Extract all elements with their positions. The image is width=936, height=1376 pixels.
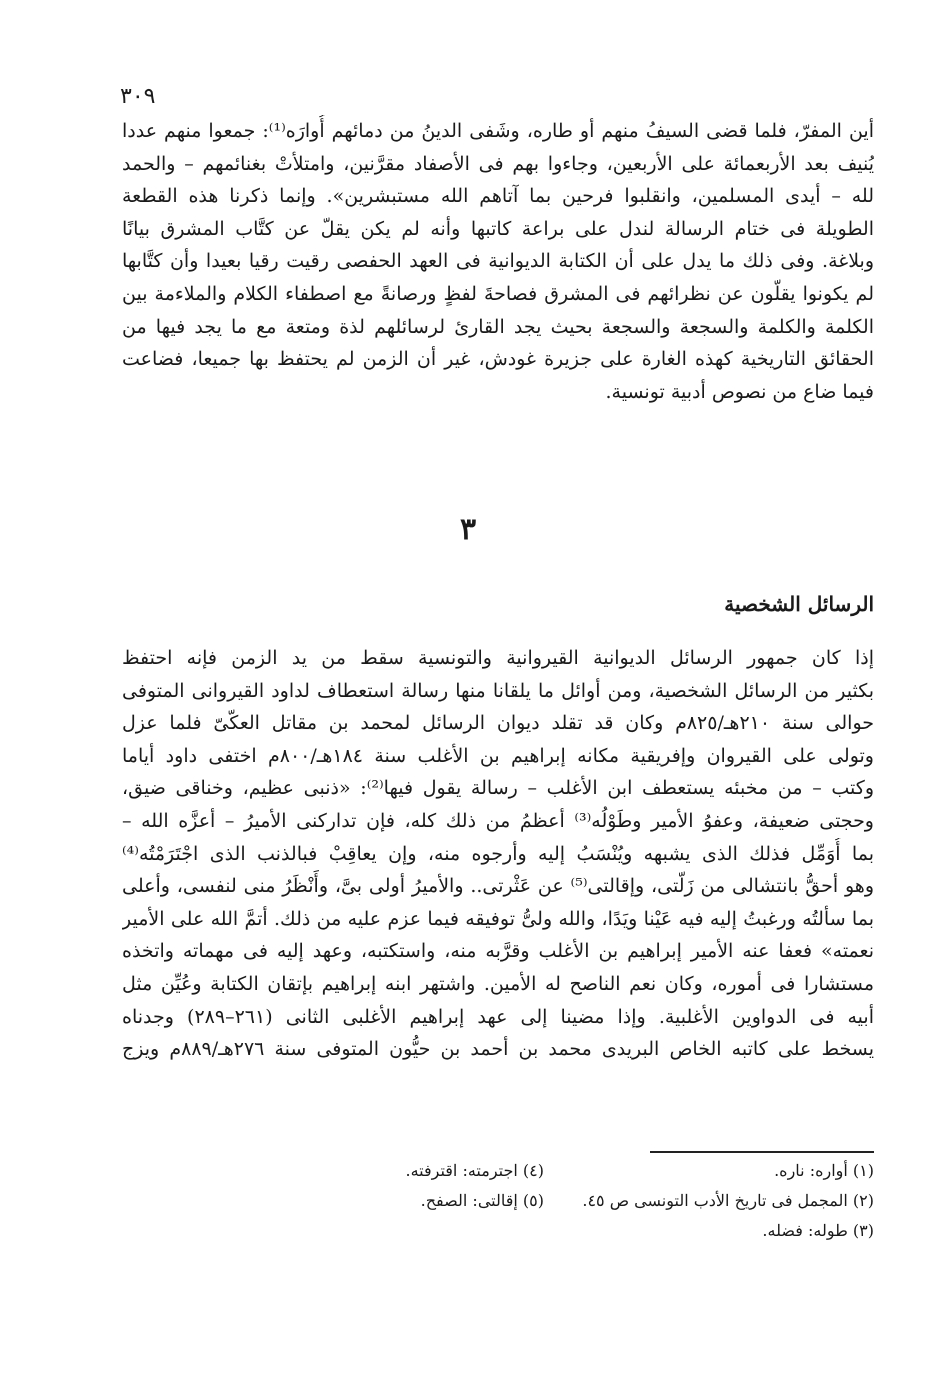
text-line: وهو أحقُّ بانتشالى من زَلّتى، وإقالتى⁽⁵⁾ عن عَثْرتى.. والأميرُ أولى بىَّ، وأَنْظَرُ منى لنفسى، وأعلى (122, 875, 874, 898)
text-line: أبيه فى الدواوين الأغلبية. وإذا مضينا إلى عهد إبراهيم الأغلبى الثانى (٢٦١–٢٨٩) وجدناه (122, 1005, 874, 1028)
intro-paragraph (122, 115, 874, 408)
text-line: لم يكونوا يقلّون عن نظرائهم فى المشرق فصاحةَ لفظٍ ورصانةً مع اصطفاء الكلام والملاءمة بين (122, 282, 874, 305)
section-number: ٣ (459, 512, 477, 547)
footnote-2: (٢) المجمل فى تاريخ الأدب التونسى ص ٤٥. (582, 1191, 874, 1210)
footnote-row (250, 1216, 874, 1246)
footnotes (250, 1156, 874, 1246)
footnote-4: (٤) اجترمته: اقترفته. (405, 1161, 544, 1180)
text-line: وكتب – من مخبئه يستعطف ابن الأغلب – رسالة يقول فيها⁽²⁾: «ذنبى عظيم، وخناقى ضيق، (122, 777, 874, 800)
text-line: إذا كان جمهور الرسائل الديوانية القيروانية والتونسية سقط من يد الزمن فإنه احتفظ (122, 647, 874, 669)
text-line: فيما ضاع من نصوص أدبية تونسية. (605, 380, 874, 403)
text-line: وبلاغة. وفى ذلك ما يدل على أن الكتابة الديوانية فى العهد الحفصى رقيت رقيا بعيدا وأن كتَّابها (122, 250, 874, 273)
section-title: الرسائل الشخصية (724, 592, 874, 616)
text-line: الحقائق التاريخية كهذه الغارة على جزيرة غودش، غير أن الزمن لم يحتفظ بها جميعا، فضاعت (122, 348, 874, 371)
footnote-row (250, 1186, 874, 1216)
page-number: ٣٠٩ (120, 84, 156, 109)
text-line: حوالى سنة ٢١٠هـ/٨٢٥م وكان قد تقلد ديوان الرسائل لمحمد بن مقاتل العكّىّ فلما عزل (122, 712, 874, 735)
footnote-5: (٥) إقالتى: الصفح. (420, 1191, 544, 1210)
text-line: أين المفرّ، فلما قضى السيفُ منهم أو طاره، وشَفى الدينُ من دمائهم أُوارَه⁽¹⁾: جمعوا منهم عددا (122, 120, 874, 142)
footnote-divider (650, 1151, 874, 1153)
footnote-3: (٣) طوله: فضله. (762, 1221, 874, 1240)
body-paragraph (122, 642, 874, 1066)
text-line: وتولى على القيروان وإفريقية مكانه إبراهيم بن الأغلب سنة ١٨٤هـ/٨٠٠م اختفى داود أياما (122, 744, 874, 767)
footnote-1: (١) أواره: ناره. (774, 1161, 874, 1180)
text-line: بما سألتُه ورغبتُ إليه فيه عَيْنا ويَدًا، والله ولىُّ توفيقه فيما عزم عليه من ذلك. أتمَّ الله على الأمير (122, 907, 874, 930)
text-line: الكلمة والكلمة والسجعة والسجعة بحيث يجد القارئ لرسائلهم لذة ومتعة مع ما يجد فيها من (122, 315, 874, 338)
text-line: بما أُوَمِّل فذلك الذى يشبهه ويُنْسَبُ إليه وأرجوه منه، وإن يعاقِبْ فبالذنب الذى اجْتَرَمْتُه⁽⁴⁾ (122, 842, 874, 865)
text-line: لله – أيدى المسلمين، وانقلبوا فرحين بما آتاهم الله مستبشرين». وإنما ذكرنا هذه القطعة (122, 185, 874, 208)
text-line: وحجتى ضعيفة، وعفوُ الأمير وطَوْلُه⁽³⁾ أعظمُ من ذلك كله، فإن تداركنى الأميرُ – أعزَّه الله – (122, 809, 874, 832)
footnote-row (250, 1156, 874, 1186)
text-line: يسخط على كاتبه الخاص البريدى محمد بن أحمد بن حيُّون المتوفى سنة ٢٧٦هـ/٨٨٩م ويزج (122, 1038, 874, 1061)
text-line: بكثير من الرسائل الشخصية، ومن أوائل ما يلقانا منها رسالة استعطاف لداود القيروانى المتوفى (122, 679, 874, 702)
text-line: يُنيف بعد الأربعمائة على الأربعين، وجاءوا بهم فى الأصفاد مقرَّنين، وامتلأتْ بغنائمهم – والحمد (122, 152, 874, 175)
text-line: الطويلة فى ختام الرسالة لندل على براعة كاتبها وأنه لم يكن يقلّ عن كتَّاب المشرق بيانًا (122, 217, 874, 240)
text-line: نعمته» فعفا عنه الأمير إبراهيم بن الأغلب وقرَّبه منه، واستكتبه، وعهد إليه فى مهماته واتخذه (122, 940, 874, 963)
text-line: مستشارا فى أموره، وكان نعم الناصح له الأمين. واشتهر ابنه إبراهيم بإتقان الكتابة وعُيِّن مثل (122, 972, 874, 995)
